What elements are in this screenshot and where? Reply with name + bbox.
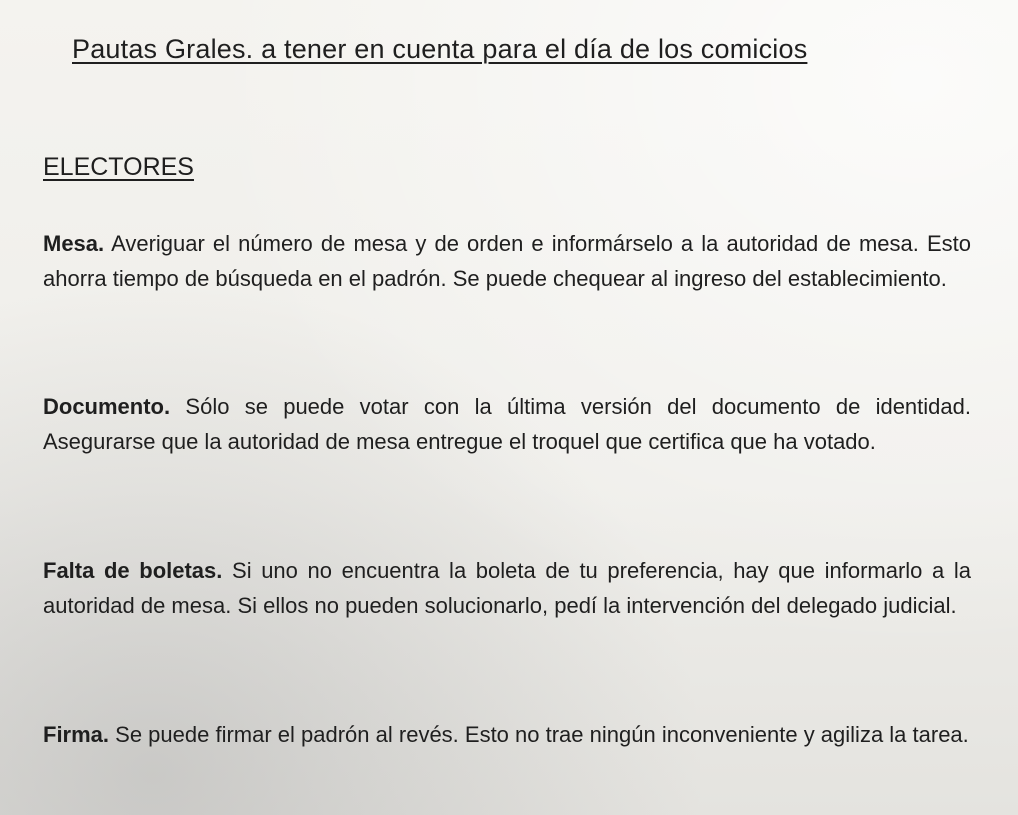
entry-term: Documento. [43, 394, 171, 419]
entry-text: Si uno no encuentra la boleta de tu preferencia, hay que informarlo a la autoridad de mesa. Si ellos no pueden solucionarlo, pedí la intervención del delegado judicial. [43, 558, 971, 618]
entry-text: Averiguar el número de mesa y de orden e informárselo a la autoridad de mesa. Esto ahorra tiempo de búsqueda en el padrón. Se puede chequear al ingreso del establecimiento. [43, 231, 971, 291]
entry-term: Falta de boletas. [43, 558, 223, 583]
entry-firma [43, 717, 971, 752]
entry-term: Firma. [43, 722, 110, 747]
entry-mesa [43, 226, 971, 296]
entry-text: Sólo se puede votar con la última versión del documento de identidad. Asegurarse que la autoridad de mesa entregue el troquel que certifica que ha votado. [43, 394, 971, 454]
section-heading-electores: ELECTORES [43, 153, 194, 181]
entry-term: Mesa. [43, 231, 105, 256]
page-title: Pautas Grales. a tener en cuenta para el día de los comicios [72, 34, 808, 64]
entry-documento [43, 389, 971, 459]
entry-falta-de-boletas [43, 553, 971, 623]
entry-text: Se puede firmar el padrón al revés. Esto no trae ningún inconveniente y agiliza la tarea. [115, 722, 969, 747]
